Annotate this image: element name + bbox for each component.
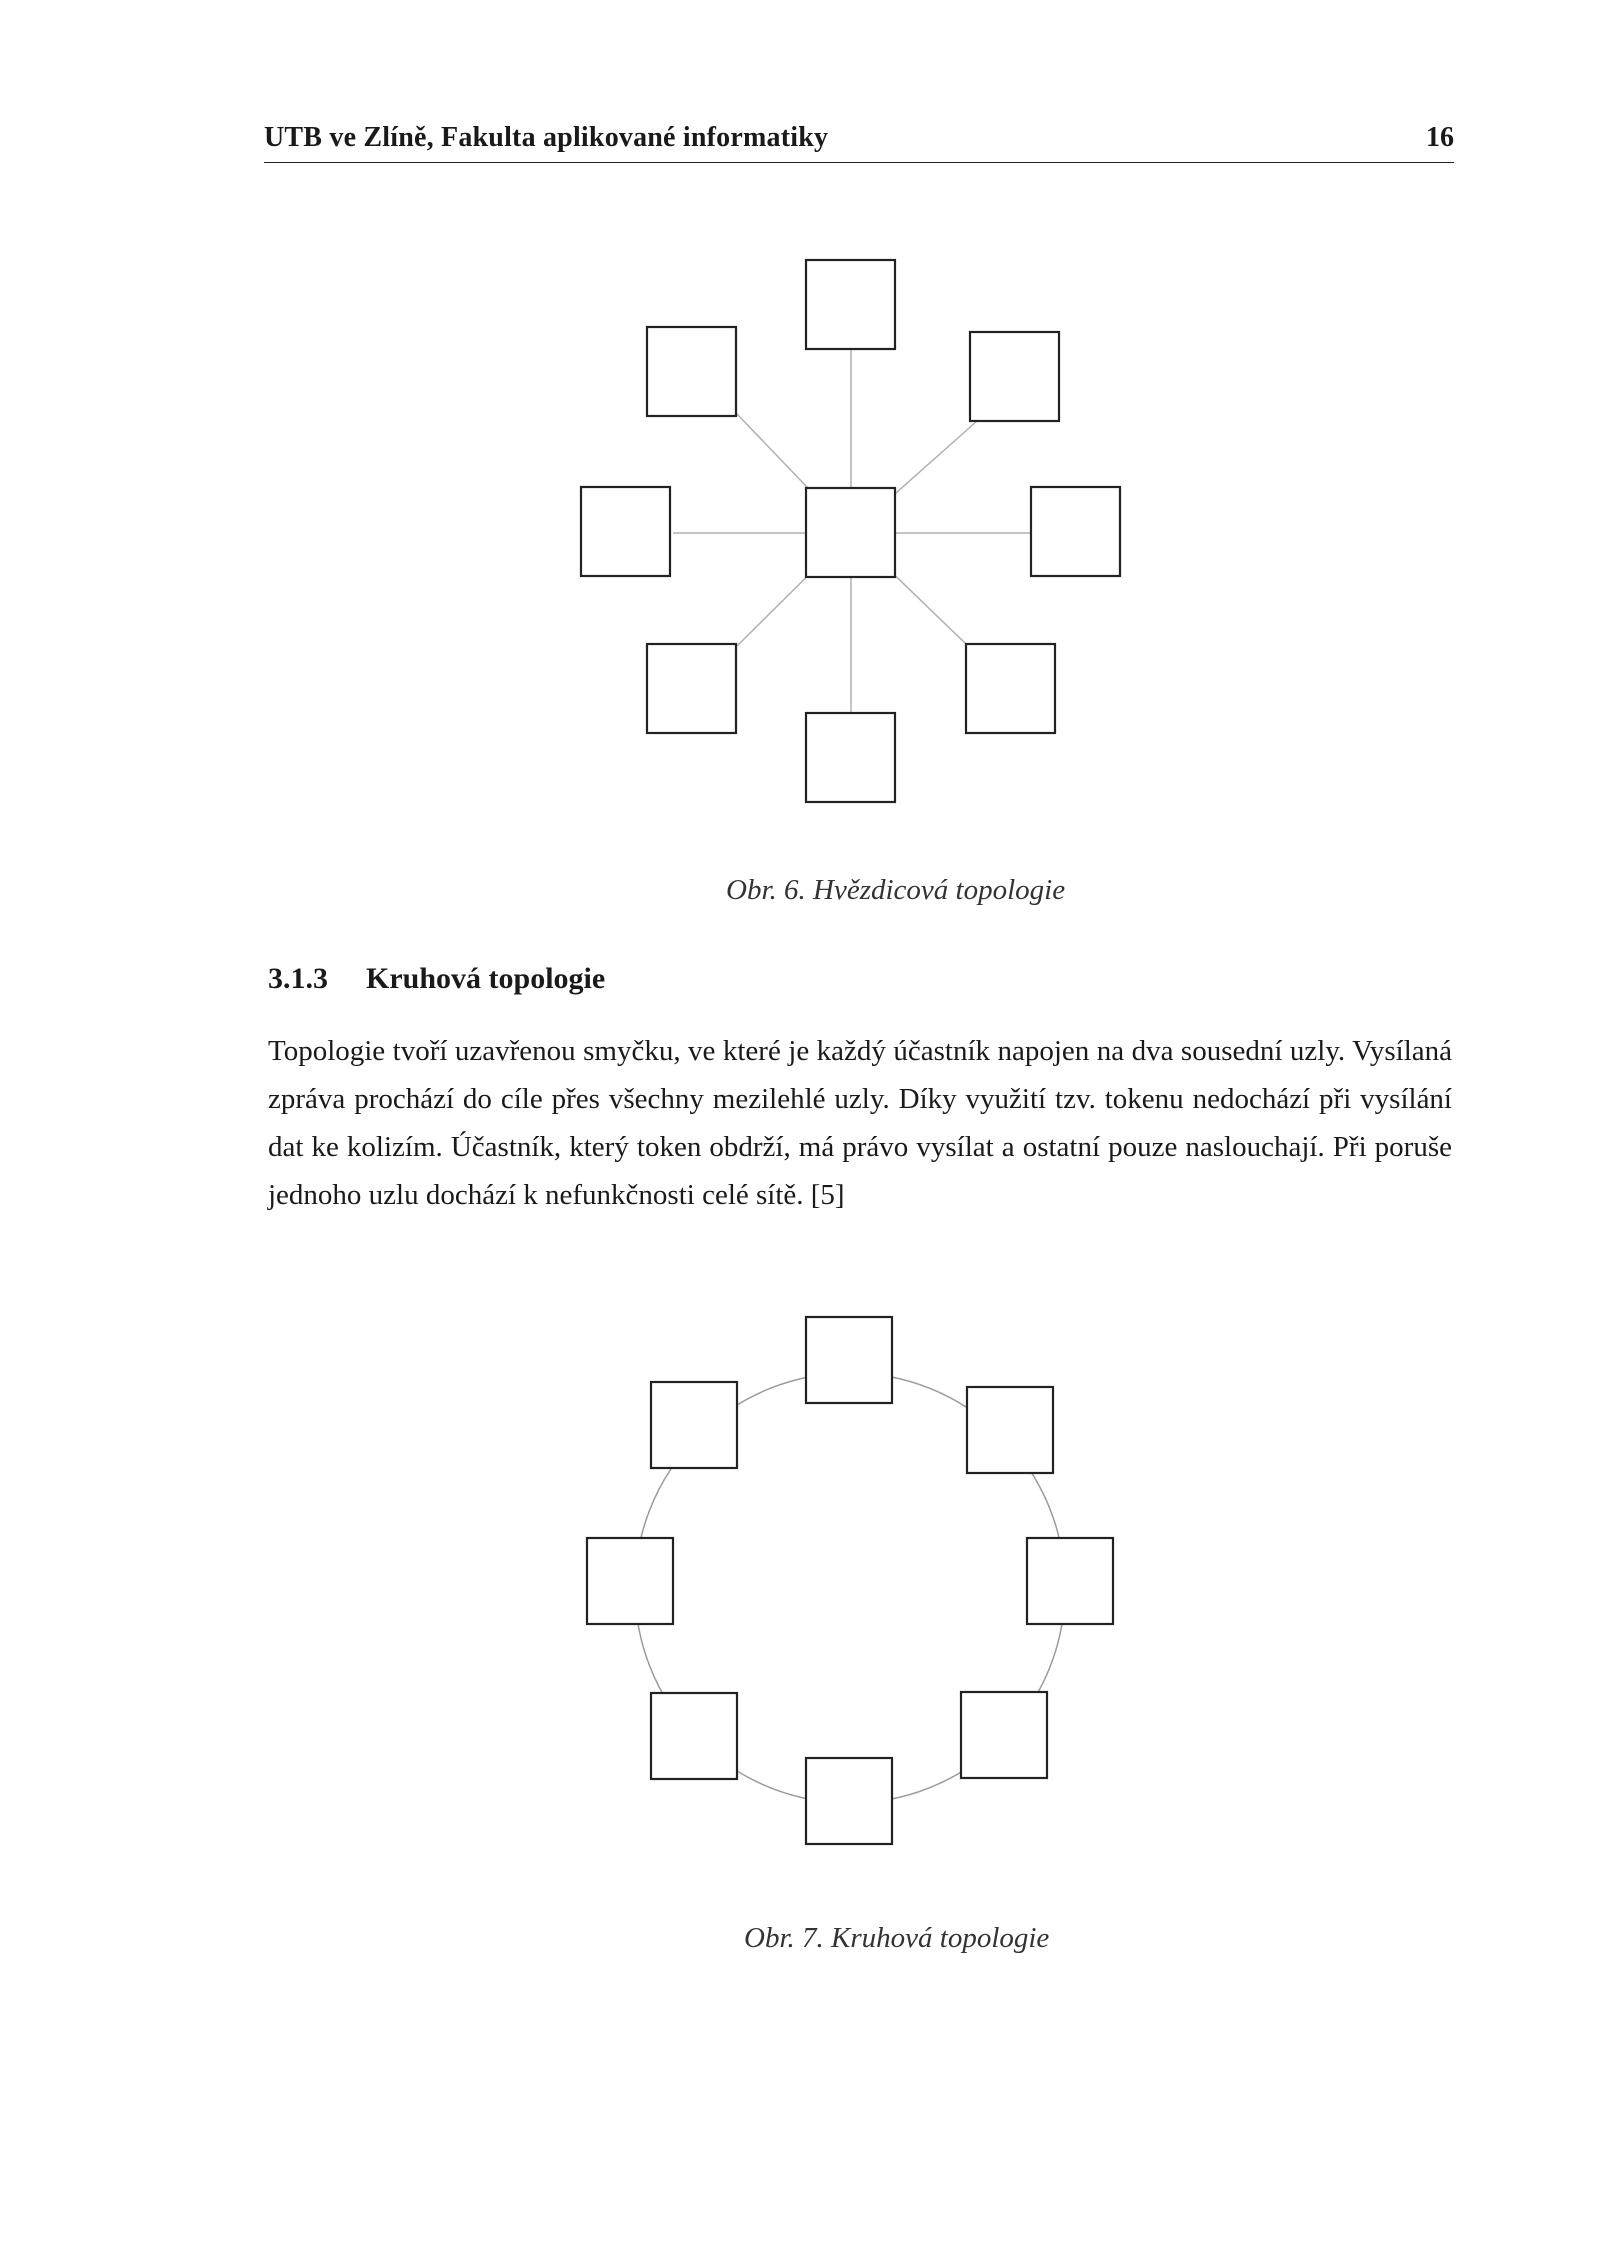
ring-node-bottom-left (651, 1693, 737, 1779)
ring-node-bottom (806, 1758, 892, 1844)
star-topology-diagram (0, 250, 1600, 810)
page-number: 16 (1426, 122, 1454, 153)
ring-node-left (587, 1538, 673, 1624)
section-number: 3.1.3 (268, 962, 328, 995)
ring-node-top (806, 1317, 892, 1403)
star-node-right (1031, 487, 1120, 576)
ring-node-right (1027, 1538, 1113, 1624)
star-node-top (806, 260, 895, 349)
star-node-bottom (806, 713, 895, 802)
ring-node-top-left (651, 1382, 737, 1468)
ring-topology-figure (0, 1305, 1600, 1865)
star-node-left (581, 487, 670, 576)
ring-topology-diagram (0, 1305, 1600, 1865)
figure-7-caption: Obr. 7. Kruhová topologie (744, 1922, 1050, 1954)
ring-node-bottom-right (961, 1692, 1047, 1778)
star-node-bottom-right (966, 644, 1055, 733)
figure-6-caption: Obr. 6. Hvězdicová topologie (726, 874, 1066, 906)
star-nodes (581, 260, 1120, 802)
page-header (264, 122, 1454, 163)
section-title: Kruhová topologie (366, 962, 606, 995)
star-node-bottom-left (647, 644, 736, 733)
ring-node-top-right (967, 1387, 1053, 1473)
star-node-top-left (647, 327, 736, 416)
ring-nodes (587, 1317, 1113, 1844)
star-topology-figure (0, 250, 1600, 810)
body-paragraph: Topologie tvoří uzavřenou smyčku, ve které je každý účastník napojen na dva sousední uzly. Vysílaná zpráva prochází do cíle přes všechny mezilehlé uzly. Díky využití tzv. tokenu nedochází při vysílání dat ke kolizím. Účastník, který token obdrží, má právo vysílat a ostatní pouze naslouchají. Při poruše jednoho uzlu dochází k nefunkčnosti celé sítě. [5] (268, 1035, 1452, 1211)
star-node-top-right (970, 332, 1059, 421)
star-node-center (806, 488, 895, 577)
section-heading (268, 962, 605, 996)
header-title: UTB ve Zlíně, Fakulta aplikované informatiky (264, 122, 829, 153)
